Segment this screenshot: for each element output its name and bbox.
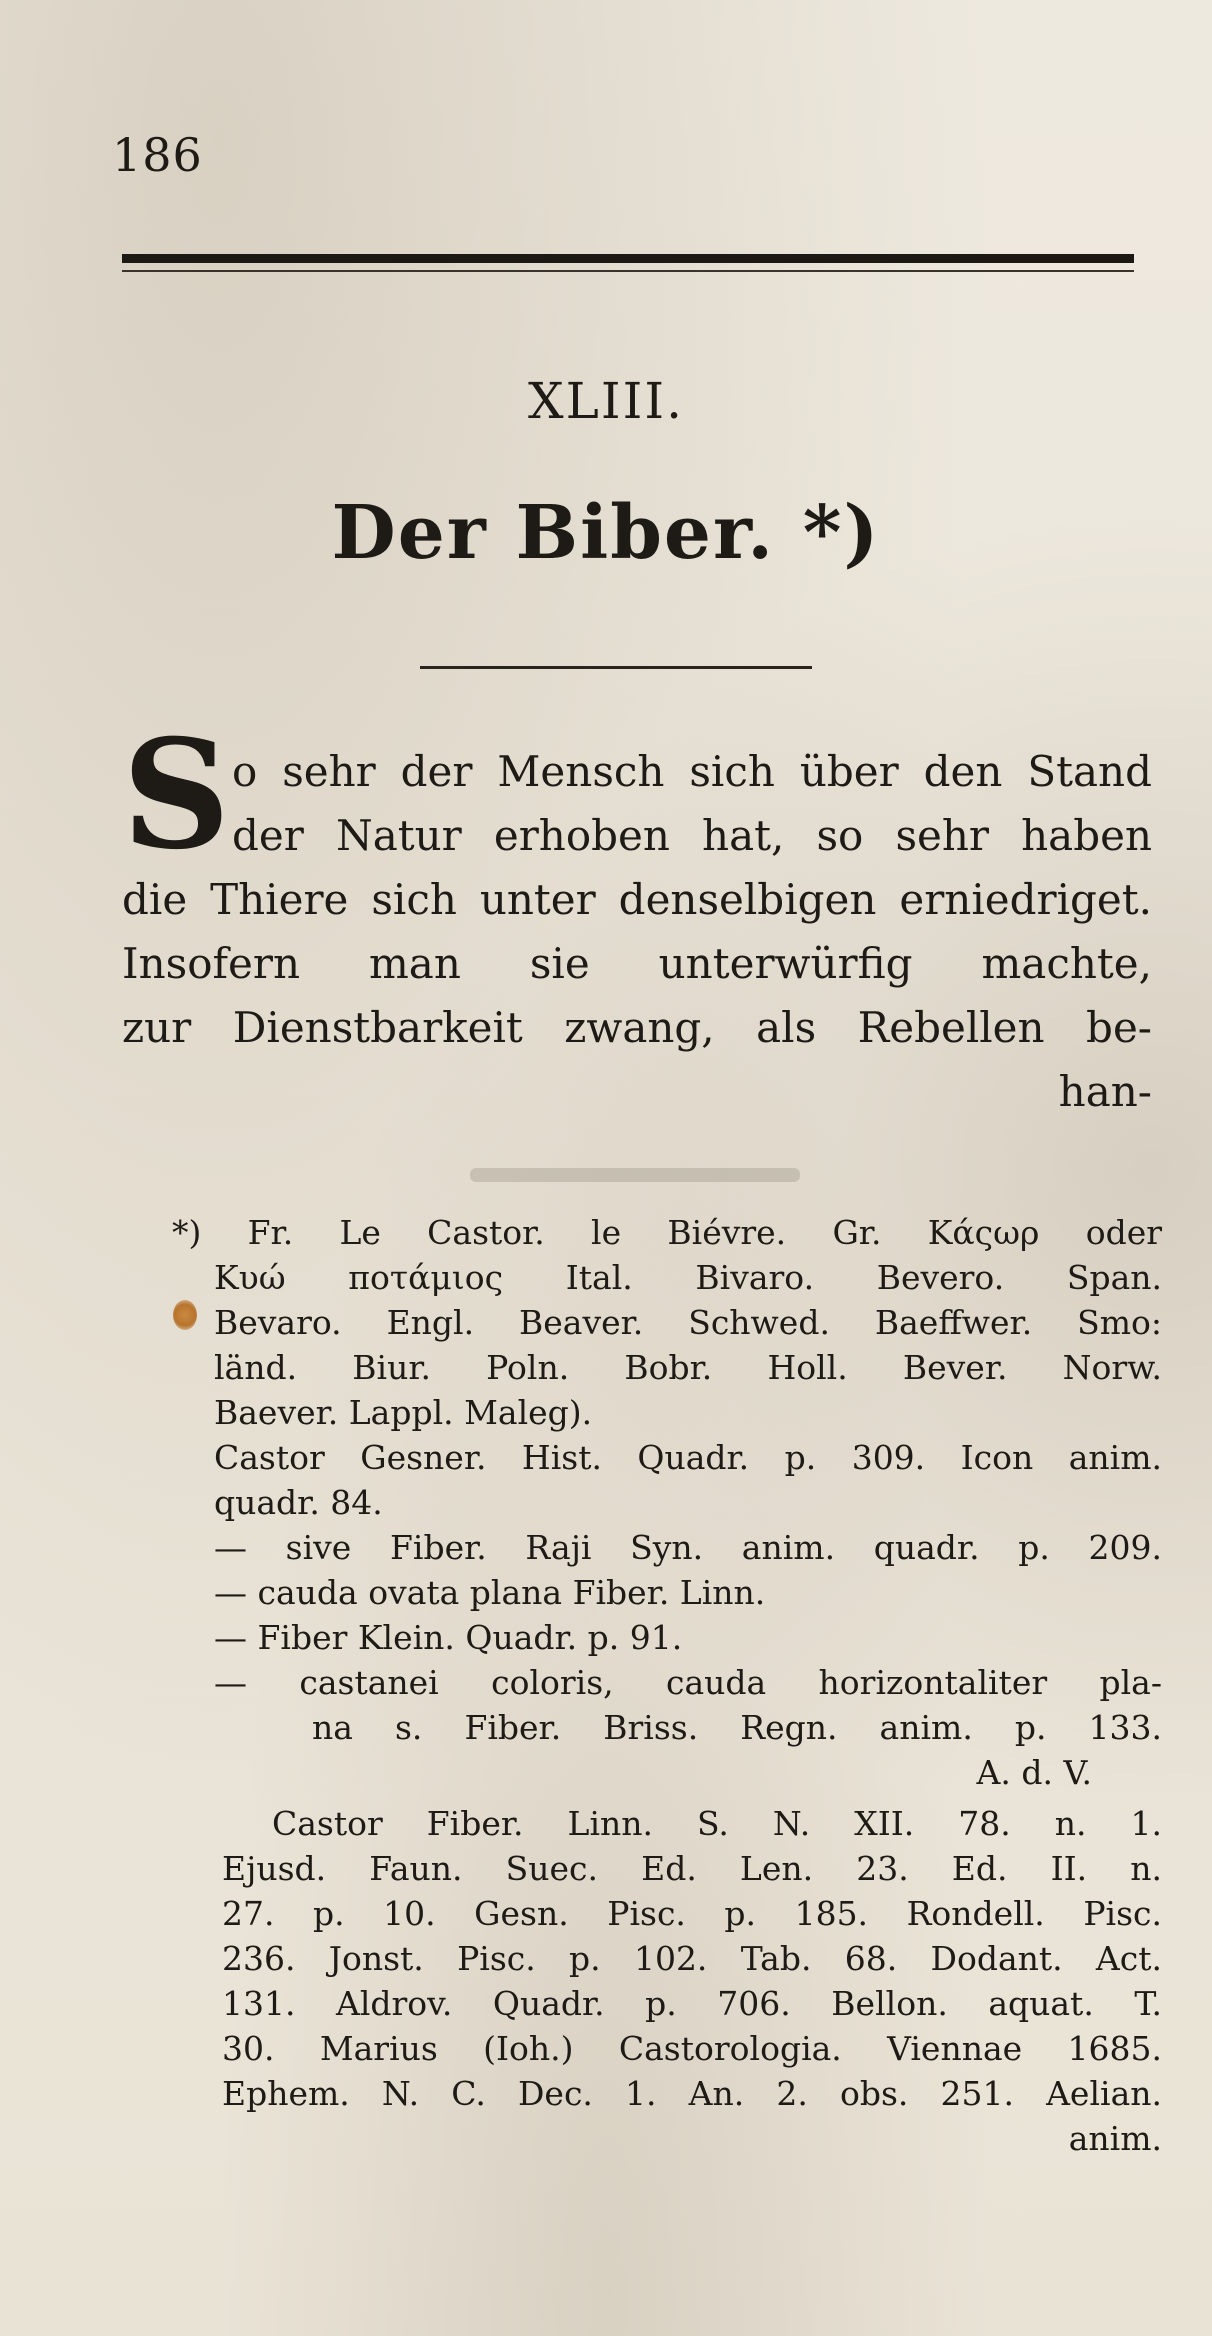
footnote-line: — cauda ovata plana Fiber. Linn.	[214, 1573, 766, 1612]
footnote-line: Castor Gesner. Hist. Quadr. p. 309. Icon anim.	[214, 1438, 1162, 1477]
header-rule-thick	[122, 254, 1134, 263]
title-rule	[420, 666, 812, 669]
page-number: 186	[112, 128, 203, 182]
footnote-line: 30. Marius (Ioh.) Castorologia. Viennae 1685.	[222, 2029, 1162, 2068]
footnote-line: na s. Fiber. Briss. Regn. anim. p. 133.	[312, 1708, 1162, 1747]
footnote-line: länd. Biur. Poln. Bobr. Holl. Bever. Norw.	[214, 1348, 1162, 1387]
catchword: han-	[1058, 1067, 1152, 1116]
chapter-number: XLIII.	[528, 372, 684, 430]
body-text	[122, 707, 1152, 1124]
footnote-line: 27. p. 10. Gesn. Pisc. p. 185. Rondell. Pisc.	[222, 1894, 1162, 1933]
footnote-line: Castor Fiber. Linn. S. N. XII. 78. n. 1.	[272, 1804, 1162, 1843]
body-line: die Thiere sich unter denselbigen erniedriget.	[122, 875, 1152, 924]
body-line: o sehr der Mensch sich über den Stand	[232, 747, 1152, 796]
footnote-line: Baever. Lappl. Maleg).	[214, 1393, 593, 1432]
footnote-line: — Fiber Klein. Quadr. p. 91.	[214, 1618, 683, 1657]
body-line: der Natur erhoben hat, so sehr haben	[232, 811, 1152, 860]
footnote-line: — castanei coloris, cauda horizontaliter pla-	[214, 1663, 1162, 1702]
drop-cap: S	[122, 707, 231, 883]
chapter-title: Der Biber. *)	[331, 490, 881, 576]
foxing-stain	[173, 1300, 197, 1330]
footnote-signature: A. d. V.	[976, 1753, 1092, 1792]
footnote-line: Bevaro. Engl. Beaver. Schwed. Baeffwer. Smo:	[214, 1303, 1162, 1342]
footnote-line: Ephem. N. C. Dec. 1. An. 2. obs. 251. Aelian.	[222, 2074, 1162, 2113]
body-line: zur Dienstbarkeit zwang, als Rebellen be-	[122, 1003, 1152, 1052]
footnote-line: 131. Aldrov. Quadr. p. 706. Bellon. aquat. T.	[222, 1984, 1162, 2023]
footnote-catchword: anim.	[1068, 2119, 1162, 2158]
footnote-line: — sive Fiber. Raji Syn. anim. quadr. p. 209.	[214, 1528, 1162, 1567]
footnote-line: quadr. 84.	[214, 1483, 383, 1522]
footnotes	[172, 1210, 1162, 2161]
footnote-line: 236. Jonst. Pisc. p. 102. Tab. 68. Dodant. Act.	[222, 1939, 1162, 1978]
header-rule-thin	[122, 270, 1134, 272]
body-line: Insofern man sie unterwürfig machte,	[122, 939, 1152, 988]
footnote-line: *) Fr. Le Castor. le Biévre. Gr. Κάςωρ oder	[172, 1213, 1162, 1252]
footnote-line: Κυώ ποτάμιος Ital. Bivaro. Bevero. Span.	[214, 1258, 1162, 1297]
ink-blot	[470, 1168, 800, 1182]
footnote-line: Ejusd. Faun. Suec. Ed. Len. 23. Ed. II. n.	[222, 1849, 1162, 1888]
